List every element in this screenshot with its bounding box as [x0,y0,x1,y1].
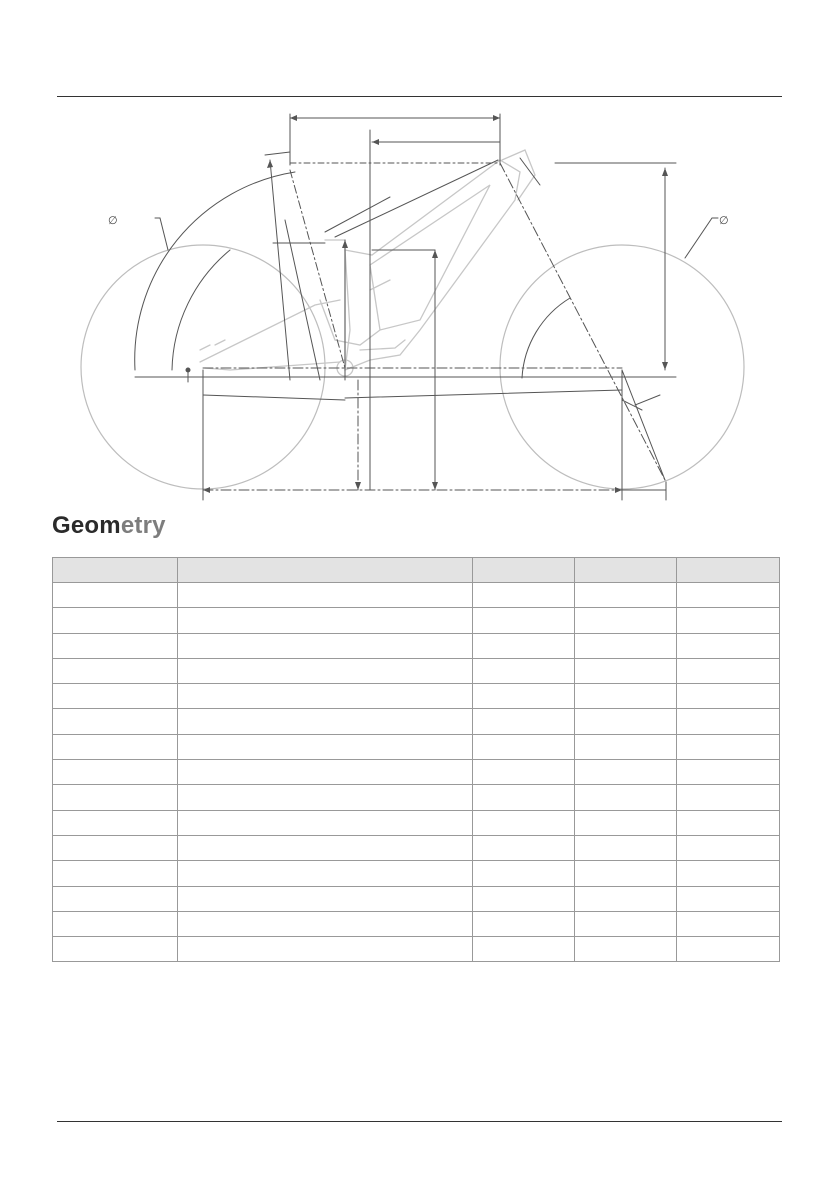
table-cell [473,861,575,886]
table-cell [575,608,677,633]
table-cell [473,658,575,683]
table-cell [178,734,473,759]
table-header-row [53,558,780,583]
table-row [53,709,780,734]
table-cell [53,861,178,886]
table-cell [575,709,677,734]
table-cell [53,658,178,683]
table-cell [575,886,677,911]
table-cell [53,734,178,759]
table-cell [178,633,473,658]
table-cell [178,658,473,683]
table-cell [178,760,473,785]
table-cell [575,658,677,683]
table-row [53,734,780,759]
table-cell [178,835,473,860]
table-row [53,911,780,936]
table-row [53,886,780,911]
table-row [53,835,780,860]
table-cell [575,760,677,785]
table-cell [178,583,473,608]
table-cell [53,760,178,785]
geometry-table [52,557,780,962]
table-cell [575,835,677,860]
table-cell [473,886,575,911]
footer-rule [57,1121,782,1122]
table-cell [677,709,780,734]
table-cell [575,583,677,608]
table-cell [178,709,473,734]
table-cell [53,785,178,810]
page-title [52,512,166,540]
rear-wheel-diameter-symbol: ∅ [108,215,118,227]
table-cell [575,633,677,658]
table-cell [53,709,178,734]
header-rule [57,96,782,97]
table-cell [53,911,178,936]
table-cell [677,911,780,936]
table-cell [677,760,780,785]
table-cell [575,911,677,936]
table-cell [575,810,677,835]
table-cell [53,835,178,860]
title-part-light: etry [120,512,166,539]
table-cell [473,785,575,810]
table-cell [473,709,575,734]
bike-geometry-diagram [57,108,782,510]
table-header-cell [677,558,780,583]
table-row [53,810,780,835]
table-row [53,684,780,709]
table-cell [677,608,780,633]
table-cell [53,684,178,709]
table-cell [473,633,575,658]
table-row [53,658,780,683]
table-cell [677,734,780,759]
table-cell [53,633,178,658]
table-cell [677,886,780,911]
table-cell [53,583,178,608]
table-header-cell [53,558,178,583]
table-cell [677,937,780,962]
table-cell [677,583,780,608]
table-row [53,583,780,608]
table-cell [53,810,178,835]
table-cell [178,861,473,886]
table-cell [178,886,473,911]
table-row [53,760,780,785]
table-cell [677,684,780,709]
table-row [53,785,780,810]
table-cell [473,684,575,709]
table-cell [473,760,575,785]
table-cell [677,810,780,835]
table-header-cell [473,558,575,583]
table-cell [53,608,178,633]
table-cell [575,937,677,962]
table-cell [473,734,575,759]
table-row [53,937,780,962]
table-cell [677,658,780,683]
table-row [53,608,780,633]
table-cell [178,937,473,962]
table-cell [677,861,780,886]
table-cell [473,911,575,936]
table-cell [178,785,473,810]
table-cell [473,583,575,608]
title-part-dark: Geom [52,512,121,539]
table-row [53,861,780,886]
table-cell [575,785,677,810]
table-cell [178,608,473,633]
table-cell [178,810,473,835]
bike-frame [200,150,535,376]
table-cell [178,684,473,709]
table-header-cell [178,558,473,583]
table-cell [473,810,575,835]
table-cell [677,835,780,860]
table-header-cell [575,558,677,583]
table-cell [53,937,178,962]
table-cell [677,633,780,658]
table-cell [473,835,575,860]
table-cell [575,684,677,709]
table-cell [575,734,677,759]
table-cell [473,608,575,633]
table-cell [473,937,575,962]
table-row [53,633,780,658]
table-cell [53,886,178,911]
front-wheel-diameter-symbol: ∅ [719,215,729,227]
table-cell [575,861,677,886]
table-cell [677,785,780,810]
table-cell [178,911,473,936]
